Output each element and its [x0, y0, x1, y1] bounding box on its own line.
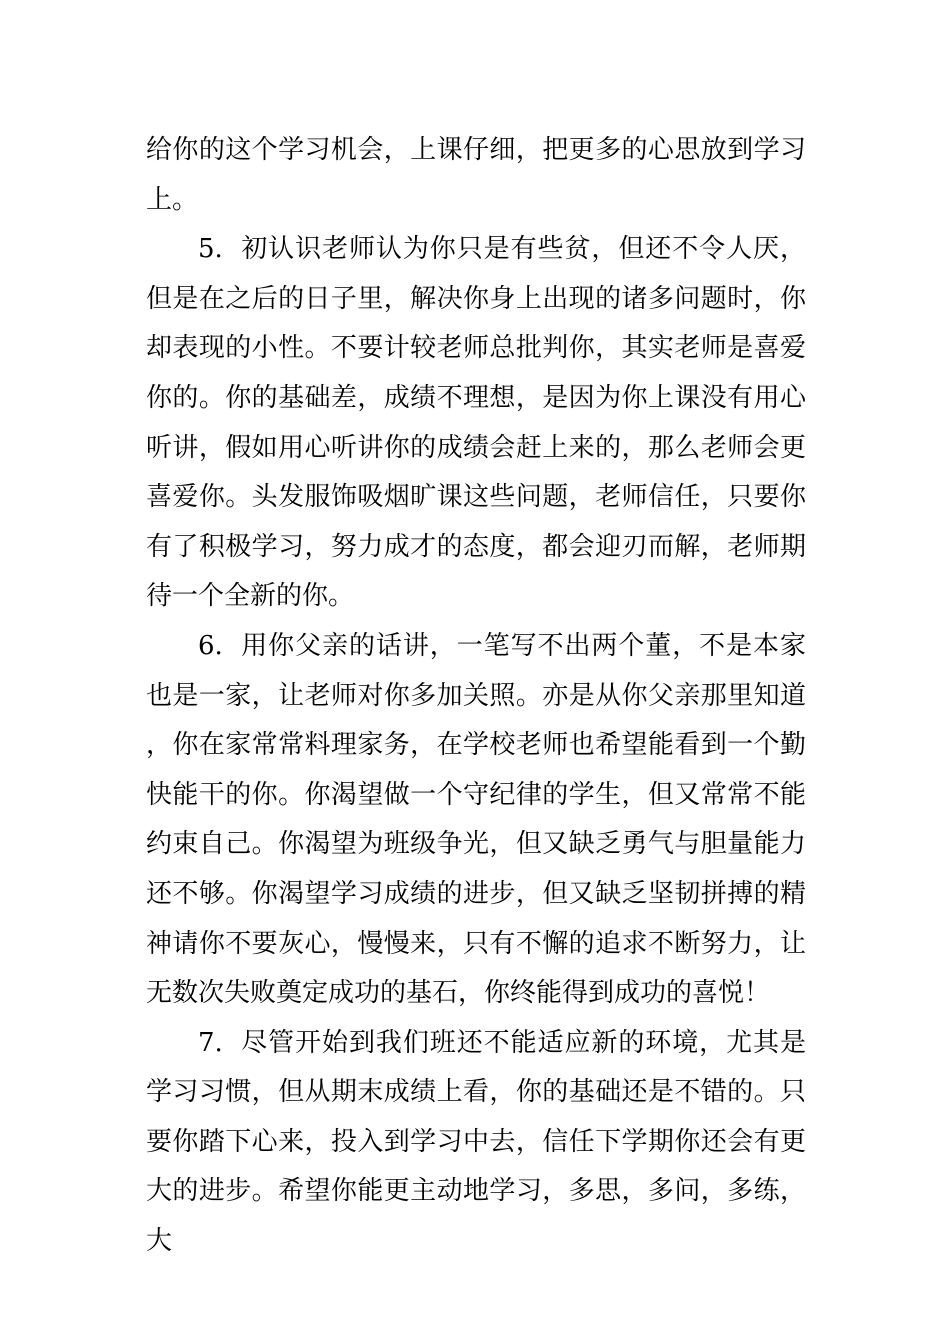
- paragraph-text: 初认识老师认为你只是有些贫，但还不令人厌，但是在之后的日子里，解决你身上出现的诸多问题时，你却表现的小性。不要计较老师总批判你，其实老师是喜爱你的。你的基础差，成绩不理想，是因为你上课没有用心听讲，假如用心听讲你的成绩会赶上来的，那么老师会更喜爱你。头发服饰吸烟旷课这些问题，老师信任，只要你有了积极学习，努力成才的态度，都会迎刃而解，老师期待一个全新的你。: [146, 234, 806, 612]
- paragraph-number: 5.: [198, 234, 223, 265]
- paragraph-number: 7.: [198, 1027, 223, 1058]
- paragraph-item-5: [146, 225, 806, 622]
- paragraph-item-7: [146, 1019, 806, 1267]
- paragraph-item-6: [146, 622, 806, 1019]
- paragraph-number: 6.: [198, 630, 223, 661]
- paragraph-text: 用你父亲的话讲，一笔写不出两个董，不是本家也是一家，让老师对你多加关照。亦是从你父亲那里知道，你在家常常料理家务，在学校老师也希望能看到一个勤快能干的你。你渴望做一个守纪律的学生，但又常常不能约束自己。你渴望为班级争光，但又缺乏勇气与胆量能力还不够。你渴望学习成绩的进步，但又缺乏坚韧拼搏的精神请你不要灰心，慢慢来，只有不懈的追求不断努力，让无数次失败奠定成功的基石，你终能得到成功的喜悦！: [146, 630, 806, 1009]
- paragraph-continuation: [146, 126, 806, 225]
- paragraph-text: 尽管开始到我们班还不能适应新的环境，尤其是学习习惯，但从期末成绩上看，你的基础还是不错的。只要你踏下心来，投入到学习中去，信任下学期你还会有更大的进步。希望你能更主动地学习，多思，多问，多练，大: [146, 1027, 806, 1257]
- document-body: [146, 126, 806, 1267]
- paragraph-text: 给你的这个学习机会，上课仔细，把更多的心思放到学习上。: [146, 135, 806, 215]
